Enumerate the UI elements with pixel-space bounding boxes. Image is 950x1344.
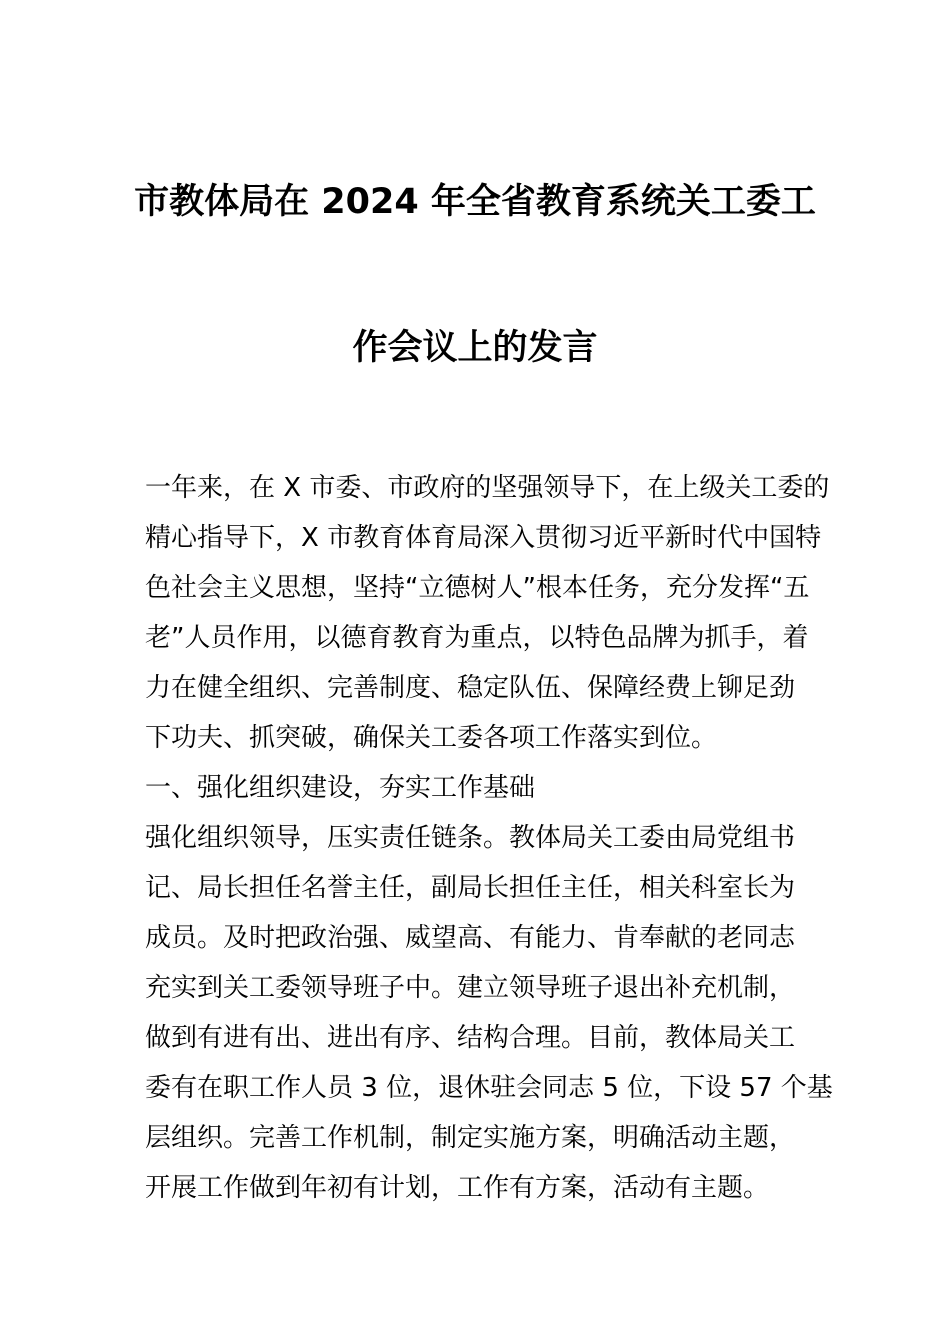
body-line-14: 层组织。完善工作机制，制定实施方案，明确活动主题， xyxy=(145,1123,796,1153)
body-line-3: 色社会主义思想，坚持“立德树人”根本任务，充分发挥“五 xyxy=(145,573,810,603)
body-line-8: 强化组织领导，压实责任链条。教体局关工委由局党组书 xyxy=(145,823,796,853)
body-line-9: 记、局长担任名誉主任，副局长担任主任，相关科室长为 xyxy=(145,873,796,903)
body-line-6: 下功夫、抓突破，确保关工委各项工作落实到位。 xyxy=(145,723,718,753)
body-line-12: 做到有进有出、进出有序、结构合理。目前，教体局关工 xyxy=(145,1023,796,1053)
body-line-13: 委有在职工作人员 3 位，退休驻会同志 5 位，下设 57 个基 xyxy=(145,1073,833,1103)
body-line-11: 充实到关工委领导班子中。建立领导班子退出补充机制， xyxy=(145,973,796,1003)
section-heading-1: 一、强化组织建设，夯实工作基础 xyxy=(145,773,536,803)
body-line-5: 力在健全组织、完善制度、稳定队伍、保障经费上铆足劲 xyxy=(145,673,796,703)
body-line-1: 一年来，在 X 市委、市政府的坚强领导下，在上级关工委的 xyxy=(145,473,830,503)
document-title-line-2: 作会议上的发言 xyxy=(352,328,598,368)
body-line-4: 老”人员作用，以德育教育为重点，以特色品牌为抓手，着 xyxy=(145,623,809,653)
body-line-15: 开展工作做到年初有计划，工作有方案，活动有主题。 xyxy=(145,1173,770,1203)
body-line-10: 成员。及时把政治强、威望高、有能力、肯奉献的老同志 xyxy=(145,923,796,953)
document-title-line-1: 市教体局在 2024 年全省教育系统关工委工 xyxy=(134,182,816,222)
body-line-2: 精心指导下，X 市教育体育局深入贯彻习近平新时代中国特 xyxy=(145,523,822,553)
